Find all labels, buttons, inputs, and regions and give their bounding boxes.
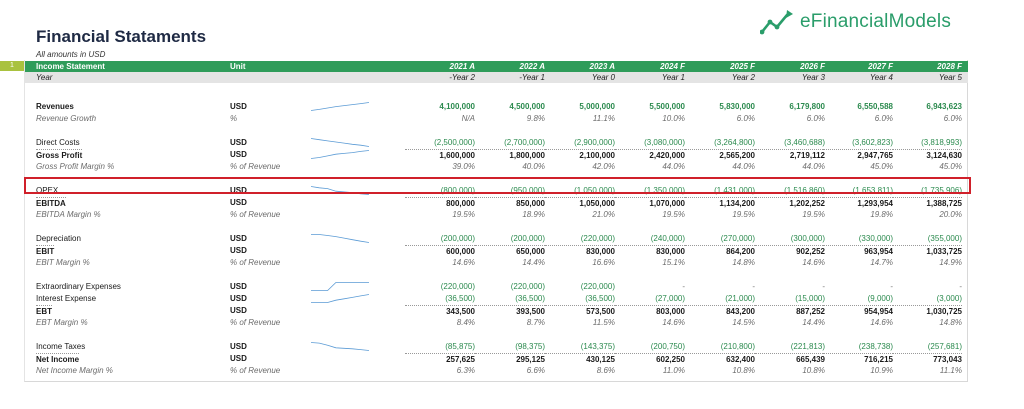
row-value-cell[interactable]: 10.0%	[662, 114, 685, 123]
row-unit-cell[interactable]: USD	[230, 198, 247, 207]
header-year-cell[interactable]: 2022 A	[519, 62, 545, 71]
row-value-cell[interactable]: 40.0%	[522, 162, 545, 171]
row-label-cell[interactable]: EBITDA	[36, 199, 66, 208]
logo-text: eFinancialModels	[800, 11, 952, 32]
page-subtitle: All amounts in USD	[36, 50, 106, 59]
row-value-cell[interactable]: 6.6%	[526, 366, 545, 375]
row-value-cell[interactable]: (3,460,688)	[784, 138, 825, 147]
row-label-cell[interactable]: Interest Expense	[36, 294, 97, 303]
table-row	[25, 341, 968, 352]
row-value-cell[interactable]: (143,375)	[580, 342, 615, 351]
row-value-cell[interactable]: (300,000)	[790, 234, 825, 243]
row-value-cell[interactable]: (36,500)	[585, 294, 615, 303]
row-sparkline	[311, 281, 369, 292]
row-value-cell[interactable]: (200,000)	[440, 234, 475, 243]
row-sparkline	[311, 341, 369, 352]
row-value-cell[interactable]: (257,681)	[927, 342, 962, 351]
row-value-cell[interactable]: (2,700,000)	[504, 138, 545, 147]
row-value-cell[interactable]: 2,565,200	[685, 149, 755, 161]
row-value-cell[interactable]: 1,030,725	[892, 305, 962, 317]
row-unit-cell[interactable]: USD	[230, 294, 247, 303]
row-value-cell[interactable]: 954,954	[823, 305, 893, 317]
row-value-cell[interactable]: 1,600,000	[405, 149, 475, 161]
row-value-cell[interactable]: (15,000)	[795, 294, 825, 303]
row-value-cell[interactable]: 3,124,630	[892, 149, 962, 161]
row-unit-cell[interactable]: % of Revenue	[230, 318, 281, 327]
row-sparkline	[311, 101, 369, 112]
row-value-cell[interactable]: 6,550,588	[857, 102, 893, 111]
table-row	[25, 245, 968, 256]
row-value-cell[interactable]: (200,000)	[510, 234, 545, 243]
header-year-cell[interactable]: 2024 F	[660, 62, 685, 71]
row-unit-cell[interactable]: % of Revenue	[230, 162, 281, 171]
row-value-cell[interactable]: 5,500,000	[649, 102, 685, 111]
row-value-cell[interactable]: 20.0%	[939, 210, 962, 219]
row-value-cell[interactable]: (3,602,823)	[852, 138, 893, 147]
row-value-cell[interactable]: 800,000	[405, 197, 475, 209]
header-unit-cell[interactable]: Unit	[230, 62, 246, 71]
table-row	[25, 233, 968, 244]
row-label-cell[interactable]: EBT	[36, 307, 52, 316]
row-value-cell[interactable]: 573,500	[545, 305, 615, 317]
row-value-cell[interactable]: 1,388,725	[892, 197, 962, 209]
row-label-cell[interactable]: EBITDA Margin %	[36, 210, 101, 219]
sparkline-path	[311, 343, 369, 351]
row-value-cell[interactable]: 803,000	[615, 305, 685, 317]
row-value-cell[interactable]: 14.8%	[939, 318, 962, 327]
row-value-cell[interactable]: (85,875)	[445, 342, 475, 351]
row-value-cell[interactable]: 14.6%	[662, 318, 685, 327]
row-value-cell[interactable]: -	[752, 282, 755, 291]
year-index-cell[interactable]: -Year 2	[449, 73, 475, 82]
row-label-cell[interactable]: EBIT	[36, 247, 55, 256]
table-row	[25, 149, 968, 160]
row-value-cell[interactable]: 11.5%	[592, 318, 615, 327]
table-row	[25, 281, 968, 292]
row-value-cell[interactable]: 14.8%	[732, 258, 755, 267]
row-value-cell[interactable]: (2,500,000)	[434, 138, 475, 147]
row-label-cell[interactable]: EBIT Margin %	[36, 258, 90, 267]
row-value-cell[interactable]: 2,719,112	[755, 149, 825, 161]
sparkline-path	[311, 283, 369, 291]
year-index-cell[interactable]: -Year 1	[519, 73, 545, 82]
row-value-cell[interactable]: 18.9%	[522, 210, 545, 219]
row-value-cell[interactable]: (36,500)	[445, 294, 475, 303]
row-unit-cell[interactable]: % of Revenue	[230, 258, 281, 267]
sparkline-path	[311, 103, 369, 111]
row-value-cell[interactable]: 850,000	[475, 197, 545, 209]
row-label-cell[interactable]: Gross Profit Margin %	[36, 162, 115, 171]
row-value-cell[interactable]: 15.1%	[662, 258, 685, 267]
row-value-cell[interactable]: 843,200	[685, 305, 755, 317]
row-value-cell[interactable]: (21,000)	[725, 294, 755, 303]
header-year-cell[interactable]: 2021 A	[449, 62, 475, 71]
row-label-cell[interactable]: Extraordinary Expenses	[36, 282, 121, 291]
row-value-cell[interactable]: (3,818,993)	[921, 138, 962, 147]
table-row	[25, 209, 968, 220]
row-value-cell[interactable]: 600,000	[405, 245, 475, 257]
row-value-cell[interactable]: 14.6%	[452, 258, 475, 267]
row-value-cell[interactable]: (98,375)	[515, 342, 545, 351]
row-value-cell[interactable]: 5,830,000	[719, 102, 755, 111]
row-value-cell[interactable]: 6.0%	[943, 114, 962, 123]
row-value-cell[interactable]: 45.0%	[939, 162, 962, 171]
table-row	[25, 365, 968, 376]
row-value-cell[interactable]: 8.4%	[456, 318, 475, 327]
row-value-cell[interactable]: (1,735,906)	[921, 186, 962, 195]
row-value-cell[interactable]: 5,000,000	[579, 102, 615, 111]
row-sparkline	[311, 233, 369, 244]
row-value-cell[interactable]: (240,000)	[650, 234, 685, 243]
row-value-cell[interactable]: (1,516,860)	[784, 186, 825, 195]
row-value-cell[interactable]: 21.0%	[592, 210, 615, 219]
table-row	[25, 161, 968, 172]
row-value-cell[interactable]: 14.7%	[870, 258, 893, 267]
row-value-cell[interactable]: (1,653,811)	[852, 186, 893, 195]
row-label-cell[interactable]: Direct Costs	[36, 138, 80, 147]
row-value-cell[interactable]: 1,070,000	[615, 197, 685, 209]
row-value-cell[interactable]: 2,947,765	[823, 149, 893, 161]
row-value-cell[interactable]: 343,500	[405, 305, 475, 317]
opex-highlight-box	[24, 177, 971, 194]
row-value-cell[interactable]: 830,000	[615, 245, 685, 257]
row-value-cell[interactable]: (210,800)	[720, 342, 755, 351]
row-value-cell[interactable]: 14.6%	[870, 318, 893, 327]
efinancialmodels-logo	[760, 8, 951, 36]
row-value-cell[interactable]: 1,202,252	[755, 197, 825, 209]
row-label-cell[interactable]: Gross Profit	[36, 151, 83, 160]
row-value-cell[interactable]: 14.9%	[939, 258, 962, 267]
row-label-cell[interactable]: Depreciation	[36, 234, 81, 243]
row-label-cell[interactable]: Income Taxes	[36, 342, 86, 351]
row-value-cell[interactable]: 14.4%	[802, 318, 825, 327]
row-label-cell[interactable]: Net Income	[36, 355, 80, 364]
row-value-cell[interactable]: 257,625	[405, 353, 475, 365]
row-value-cell[interactable]: 6.0%	[874, 114, 893, 123]
year-index-cell[interactable]: Year 4	[869, 73, 893, 82]
row-value-cell[interactable]: 430,125	[545, 353, 615, 365]
table-row	[25, 353, 968, 364]
header-year-cell[interactable]: 2025 F	[730, 62, 755, 71]
header-year-cell[interactable]: 2028 F	[937, 62, 962, 71]
row-value-cell[interactable]: -	[959, 282, 962, 291]
row-value-cell[interactable]: 1,134,200	[685, 197, 755, 209]
row-unit-cell[interactable]: USD	[230, 234, 247, 243]
row-value-cell[interactable]: (355,000)	[927, 234, 962, 243]
row-value-cell[interactable]: 10.9%	[870, 366, 893, 375]
row-value-cell[interactable]: 963,954	[823, 245, 893, 257]
row-value-cell[interactable]: 295,125	[475, 353, 545, 365]
row-value-cell[interactable]: 4,500,000	[509, 102, 545, 111]
row-value-cell[interactable]: 10.8%	[732, 366, 755, 375]
row-number-badge[interactable]: 1	[0, 61, 24, 71]
row-value-cell[interactable]: 6.3%	[456, 366, 475, 375]
row-value-cell[interactable]: 6.0%	[806, 114, 825, 123]
row-value-cell[interactable]: (220,000)	[510, 282, 545, 291]
row-unit-cell[interactable]: USD	[230, 138, 247, 147]
row-value-cell[interactable]: (270,000)	[720, 234, 755, 243]
row-label-cell[interactable]: Net Income Margin %	[36, 366, 113, 375]
row-value-cell[interactable]: 19.8%	[870, 210, 893, 219]
row-value-cell[interactable]: (1,350,000)	[644, 186, 685, 195]
header-year-cell[interactable]: 2026 F	[800, 62, 825, 71]
row-value-cell[interactable]: 2,100,000	[545, 149, 615, 161]
row-value-cell[interactable]: 4,100,000	[439, 102, 475, 111]
row-value-cell[interactable]: 887,252	[755, 305, 825, 317]
row-unit-cell[interactable]: % of Revenue	[230, 210, 281, 219]
sparkline-path	[311, 139, 369, 147]
row-value-cell[interactable]: (950,000)	[510, 186, 545, 195]
row-value-cell[interactable]: 19.5%	[732, 210, 755, 219]
row-label-cell[interactable]: EBT Margin %	[36, 318, 88, 327]
row-value-cell[interactable]: 864,200	[685, 245, 755, 257]
row-unit-cell[interactable]: %	[230, 114, 238, 123]
row-label-cell[interactable]: Revenues	[36, 102, 74, 111]
row-label-cell[interactable]: Revenue Growth	[36, 114, 97, 123]
row-unit-cell[interactable]: USD	[230, 342, 247, 351]
row-value-cell[interactable]: 1,800,000	[475, 149, 545, 161]
row-unit-cell[interactable]: USD	[230, 354, 247, 363]
row-sparkline	[311, 293, 369, 304]
row-value-cell[interactable]: 830,000	[545, 245, 615, 257]
row-value-cell[interactable]: 2,420,000	[615, 149, 685, 161]
row-value-cell[interactable]: N/A	[461, 114, 475, 123]
row-value-cell[interactable]: 9.8%	[526, 114, 545, 123]
row-value-cell[interactable]: 1,293,954	[823, 197, 893, 209]
row-unit-cell[interactable]: USD	[230, 102, 247, 111]
sparkline-path	[311, 295, 369, 303]
row-value-cell[interactable]: 44.0%	[662, 162, 685, 171]
row-value-cell[interactable]: 6.0%	[736, 114, 755, 123]
row-value-cell[interactable]: (3,000)	[936, 294, 962, 303]
table-row	[25, 137, 968, 148]
chart-logo-icon	[760, 8, 796, 36]
row-value-cell[interactable]: 716,215	[823, 353, 893, 365]
row-value-cell[interactable]: (36,500)	[515, 294, 545, 303]
header-label-cell[interactable]: Income Statement	[36, 62, 105, 71]
row-value-cell[interactable]: -	[682, 282, 685, 291]
row-value-cell[interactable]: (238,738)	[858, 342, 893, 351]
year-index-row	[25, 72, 968, 83]
row-value-cell[interactable]: 665,439	[755, 353, 825, 365]
row-value-cell[interactable]: (27,000)	[655, 294, 685, 303]
year-index-cell[interactable]: Year 5	[938, 73, 962, 82]
row-value-cell[interactable]: -	[890, 282, 893, 291]
page-title: Financial Stataments	[36, 27, 207, 46]
row-value-cell[interactable]: 44.0%	[802, 162, 825, 171]
row-value-cell[interactable]: 19.5%	[662, 210, 685, 219]
row-value-cell[interactable]: (9,000)	[867, 294, 893, 303]
row-unit-cell[interactable]: USD	[230, 282, 247, 291]
row-value-cell[interactable]: 11.0%	[662, 366, 685, 375]
sparkline-path	[311, 235, 369, 243]
row-value-cell[interactable]: 602,250	[615, 353, 685, 365]
year-label-cell[interactable]: Year	[36, 73, 53, 82]
row-value-cell[interactable]: 42.0%	[592, 162, 615, 171]
row-value-cell[interactable]: 44.0%	[732, 162, 755, 171]
row-value-cell[interactable]: (3,080,000)	[644, 138, 685, 147]
row-value-cell[interactable]: 1,050,000	[545, 197, 615, 209]
year-index-cell[interactable]: Year 1	[661, 73, 685, 82]
table-row	[25, 305, 968, 316]
row-value-cell[interactable]: 393,500	[475, 305, 545, 317]
year-index-cell[interactable]: Year 0	[591, 73, 615, 82]
row-label-cell[interactable]: OPEX	[36, 186, 59, 195]
row-value-cell[interactable]: (1,431,000)	[714, 186, 755, 195]
row-sparkline	[311, 137, 369, 148]
row-value-cell[interactable]: 773,043	[892, 353, 962, 365]
row-value-cell[interactable]: (3,264,800)	[714, 138, 755, 147]
table-row	[25, 293, 968, 304]
row-unit-cell[interactable]: USD	[230, 306, 247, 315]
row-value-cell[interactable]: -	[822, 282, 825, 291]
row-value-cell[interactable]: (220,000)	[580, 234, 615, 243]
row-value-cell[interactable]: 19.5%	[802, 210, 825, 219]
table-row	[25, 317, 968, 328]
row-value-cell[interactable]: 10.8%	[802, 366, 825, 375]
row-value-cell[interactable]: (800,000)	[440, 186, 475, 195]
row-unit-cell[interactable]: USD	[230, 186, 247, 195]
row-value-cell[interactable]: (221,813)	[790, 342, 825, 351]
row-value-cell[interactable]: 14.4%	[522, 258, 545, 267]
year-index-cell[interactable]: Year 2	[731, 73, 755, 82]
row-value-cell[interactable]: 19.5%	[452, 210, 475, 219]
table-row	[25, 197, 968, 208]
table-row	[25, 257, 968, 268]
header-year-cell[interactable]: 2027 F	[868, 62, 893, 71]
row-value-cell[interactable]: 14.6%	[802, 258, 825, 267]
row-value-cell[interactable]: (1,050,000)	[574, 186, 615, 195]
row-value-cell[interactable]: 14.5%	[732, 318, 755, 327]
table-row	[25, 113, 968, 124]
year-index-cell[interactable]: Year 3	[801, 73, 825, 82]
row-value-cell[interactable]: 6,943,623	[926, 102, 962, 111]
row-unit-cell[interactable]: % of Revenue	[230, 366, 281, 375]
header-year-cell[interactable]: 2023 A	[589, 62, 615, 71]
row-value-cell[interactable]: 650,000	[475, 245, 545, 257]
row-value-cell[interactable]: (330,000)	[858, 234, 893, 243]
row-value-cell[interactable]: 16.6%	[592, 258, 615, 267]
row-value-cell[interactable]: (220,000)	[440, 282, 475, 291]
row-unit-cell[interactable]: USD	[230, 246, 247, 255]
row-value-cell[interactable]: 632,400	[685, 353, 755, 365]
row-value-cell[interactable]: 39.0%	[452, 162, 475, 171]
row-value-cell[interactable]: 6,179,800	[789, 102, 825, 111]
row-sparkline	[311, 149, 369, 160]
row-value-cell[interactable]: 1,033,725	[892, 245, 962, 257]
row-value-cell[interactable]: (220,000)	[580, 282, 615, 291]
row-value-cell[interactable]: 11.1%	[592, 114, 615, 123]
row-value-cell[interactable]: (2,900,000)	[574, 138, 615, 147]
row-unit-cell[interactable]: USD	[230, 150, 247, 159]
row-value-cell[interactable]: 8.7%	[526, 318, 545, 327]
sparkline-path	[311, 151, 369, 159]
table-row	[25, 101, 968, 112]
row-value-cell[interactable]: (200,750)	[650, 342, 685, 351]
column-header-row	[25, 61, 968, 72]
row-value-cell[interactable]: 45.0%	[870, 162, 893, 171]
row-value-cell[interactable]: 902,252	[755, 245, 825, 257]
row-value-cell[interactable]: 8.6%	[596, 366, 615, 375]
row-value-cell[interactable]: 11.1%	[939, 366, 962, 375]
